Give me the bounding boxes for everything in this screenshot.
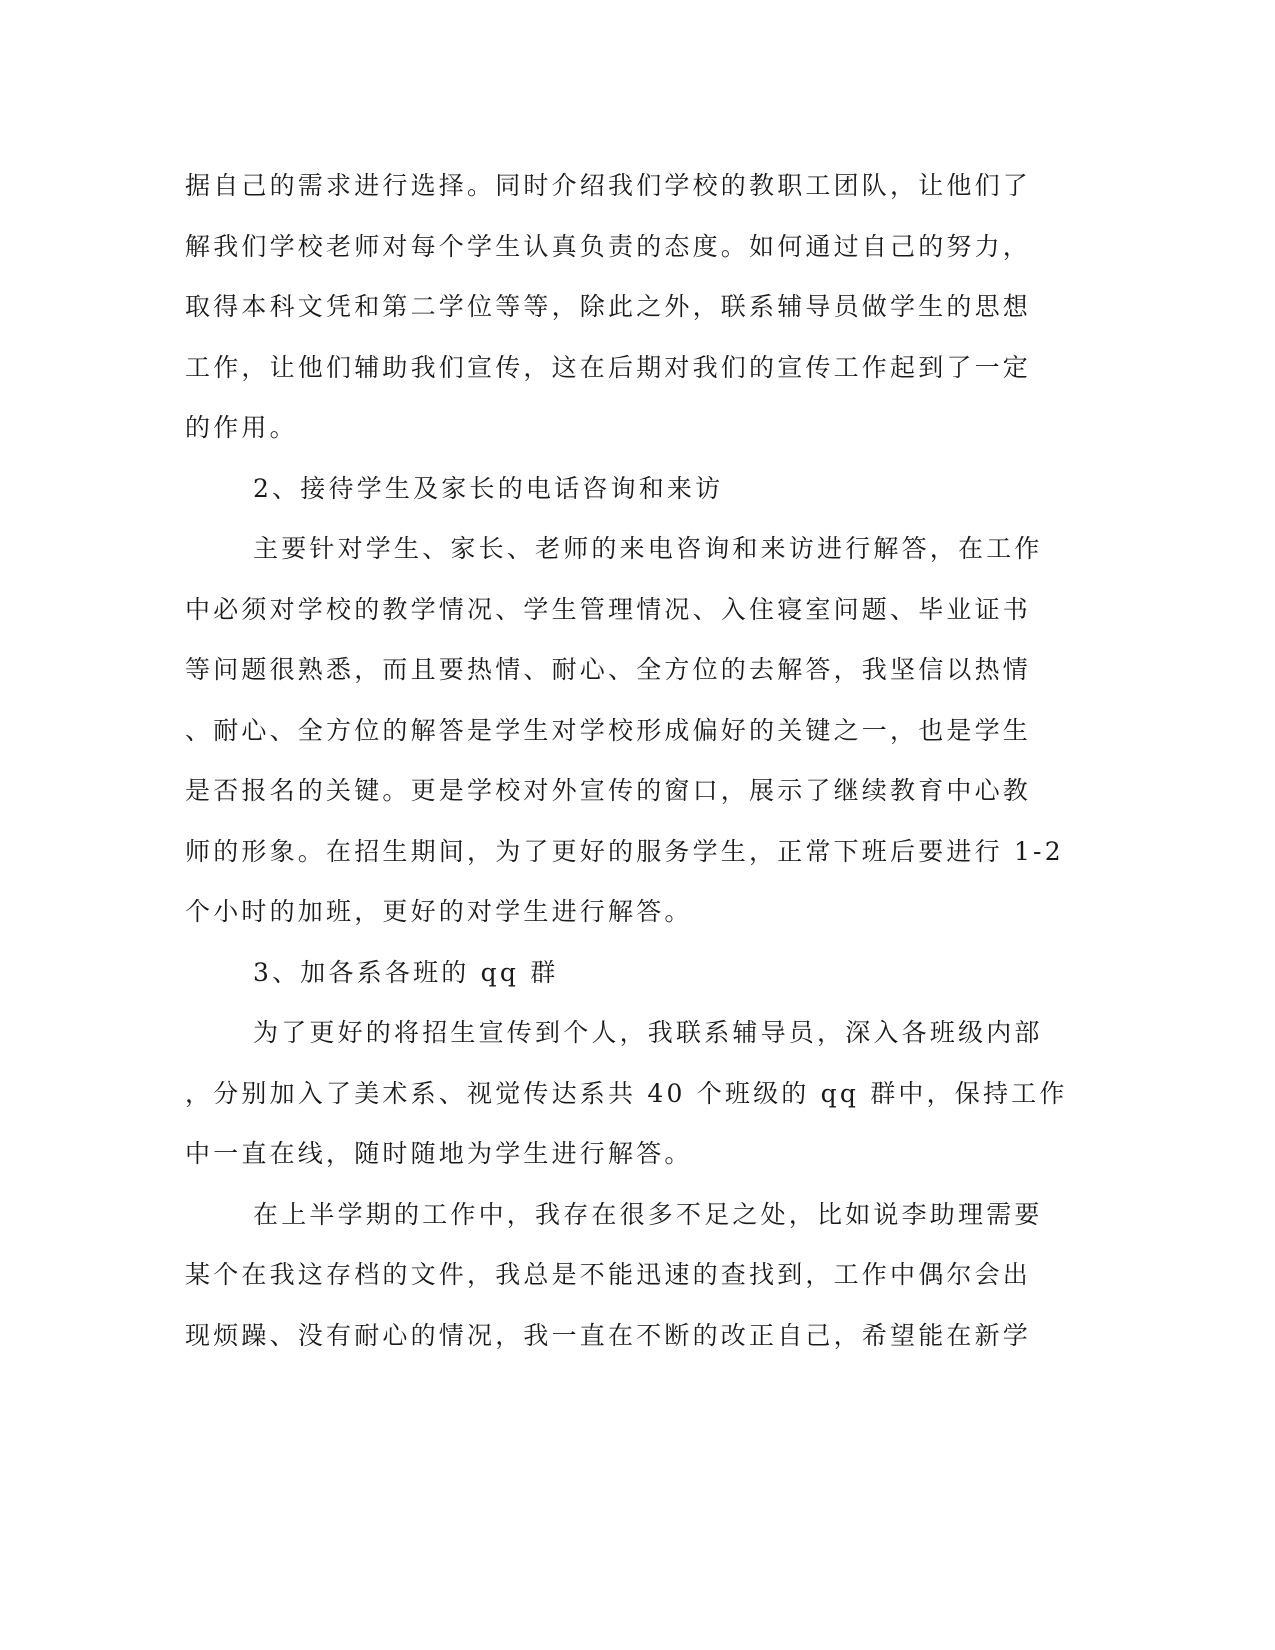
paragraph-line: 据自己的需求进行选择。同时介绍我们学校的教职工团队，让他们了: [185, 171, 1032, 200]
paragraph-line: 某个在我这存档的文件，我总是不能迅速的查找到，工作中偶尔会出: [185, 1260, 1032, 1289]
paragraph-line: 取得本科文凭和第二学位等等，除此之外，联系辅导员做学生的思想: [185, 292, 1032, 321]
paragraph-line: 现烦躁、没有耐心的情况，我一直在不断的改正自己，希望能在新学: [185, 1320, 1032, 1350]
document-body: [185, 156, 1085, 1366]
paragraph-line: 、耐心、全方位的解答是学生对学校形成偏好的关键之一，也是学生: [185, 715, 1032, 745]
paragraph-line: 个小时的加班，更好的对学生进行解答。: [185, 897, 693, 926]
paragraph-line: 等问题很熟悉，而且要热情、耐心、全方位的去解答，我坚信以热情: [185, 655, 1032, 684]
paragraph-line: 解我们学校老师对每个学生认真负责的态度。如何通过自己的努力，: [185, 231, 1032, 261]
paragraph-line: 是否报名的关键。更是学校对外宣传的窗口，展示了继续教育中心教: [185, 776, 1032, 805]
paragraph-line: 师的形象。在招生期间，为了更好的服务学生，正常下班后要进行 1-2: [185, 836, 1064, 866]
paragraph-line: 中一直在线，随时随地为学生进行解答。: [185, 1139, 693, 1168]
paragraph-line: ，分别加入了美术系、视觉传达系共 40 个班级的 qq 群中，保持工作: [185, 1078, 1068, 1108]
paragraph-line: 在上半学期的工作中，我存在很多不足之处，比如说李助理需要: [253, 1199, 1043, 1229]
paragraph-line: 中必须对学校的教学情况、学生管理情况、入住寝室问题、毕业证书: [185, 594, 1032, 624]
paragraph-line: 为了更好的将招生宣传到个人，我联系辅导员，深入各班级内部: [253, 1018, 1043, 1047]
paragraph-line: 的作用。: [185, 413, 298, 442]
paragraph-line: 主要针对学生、家长、老师的来电咨询和来访进行解答，在工作: [253, 534, 1043, 563]
section-heading: 3、加各系各班的 qq 群: [253, 957, 559, 987]
section-heading: 2、接待学生及家长的电话咨询和来访: [253, 473, 724, 503]
paragraph-line: 工作，让他们辅助我们宣传，这在后期对我们的宣传工作起到了一定: [185, 352, 1032, 382]
